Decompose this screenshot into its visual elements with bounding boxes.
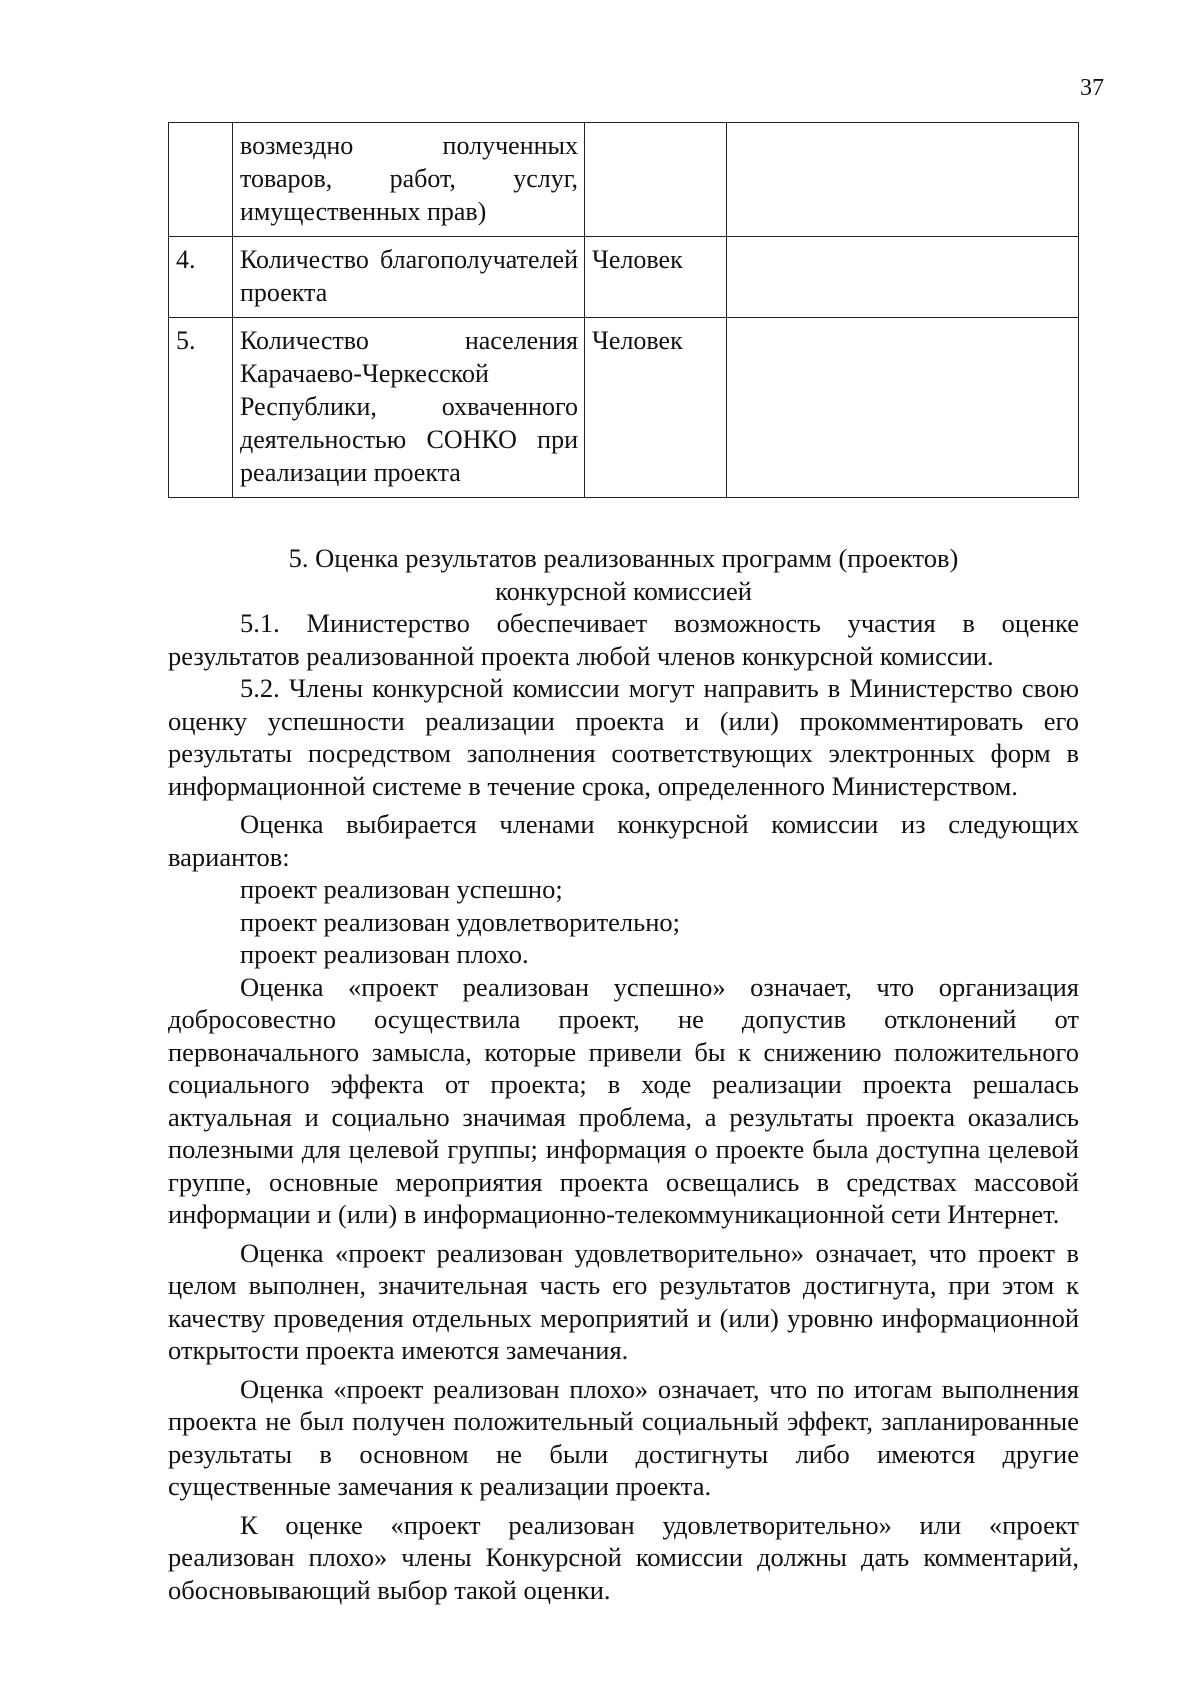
unit-cell: Человек bbox=[585, 237, 727, 318]
section-heading-continued: конкурсной комиссией bbox=[495, 575, 752, 606]
indicator-name: Количество населения Карачаево-Черкесской Республики, охваченного деятельностью СОНКО при реализации проекта bbox=[233, 318, 585, 498]
option-item: проект реализован удовлетворительно; bbox=[240, 906, 681, 937]
paragraph-comment: К оценке «проект реализован удовлетворительно» или «проект реализован плохо» члены Конкурсной комиссии должны дать комментарий, обосновывающий выбор такой оценки. bbox=[168, 1509, 1079, 1605]
value-cell bbox=[727, 318, 1079, 498]
row-number: 5. bbox=[169, 318, 233, 498]
paragraph-satisfactory: Оценка «проект реализован удовлетворительно» означает, что проект в целом выполнен, значительная часть его результатов достигнута, при этом к качеству проведения отдельных мероприятий и (или) уровню информационной открытости проекта имеются замечания. bbox=[168, 1237, 1079, 1365]
paragraph-success: Оценка «проект реализован успешно» означает, что организация добросовестно осуществила проект, не допустив отклонений от первоначального замысла, которые привели бы к снижению положительного социального эффекта от проекта; в ходе реализации проекта решалась актуальная и социально значимая проблема, а результаты проекта оказались полезными для целевой группы; информация о проекте была доступна целевой группе, основные мероприятия проекта освещались в средствах массовой информации и (или) в информационно-телекоммуникационной сети Интернет. bbox=[168, 971, 1079, 1229]
section-heading: 5. Оценка результатов реализованных программ (проектов) bbox=[288, 543, 959, 573]
table-row bbox=[169, 237, 1079, 318]
indicator-name: Количество благополучателей проекта bbox=[233, 237, 585, 318]
table-row bbox=[169, 318, 1079, 498]
row-number: 4. bbox=[169, 237, 233, 318]
table-row bbox=[169, 123, 1079, 237]
row-number bbox=[169, 123, 233, 237]
paragraph-choice: Оценка выбирается членами конкурсной комиссии из следующих вариантов: bbox=[168, 809, 1079, 872]
paragraph-5-2: 5.2. Члены конкурсной комиссии могут направить в Министерство свою оценку успешности реализации проекта и (или) прокомментировать его результаты посредством заполнения соответствующих электронных форм в информационной системе в течение срока, определенного Министерством. bbox=[168, 673, 1079, 801]
unit-cell: Человек bbox=[585, 318, 727, 498]
page-number: 37 bbox=[1080, 75, 1104, 101]
paragraph-poor: Оценка «проект реализован плохо» означает, что по итогам выполнения проекта не был получен положительный социальный эффект, запланированные результаты в основном не были достигнуты либо имеются другие существенные замечания к реализации проекта. bbox=[168, 1373, 1079, 1501]
option-item: проект реализован плохо. bbox=[240, 939, 529, 969]
indicators-table bbox=[168, 122, 1079, 498]
value-cell bbox=[727, 237, 1079, 318]
option-item: проект реализован успешно; bbox=[240, 874, 563, 904]
unit-cell bbox=[585, 123, 727, 237]
value-cell bbox=[727, 123, 1079, 237]
indicator-name: возмездно полученных товаров, работ, услуг, имущественных прав) bbox=[233, 123, 585, 237]
paragraph-5-1: 5.1. Министерство обеспечивает возможность участия в оценке результатов реализованной проекта любой членов конкурсной комиссии. bbox=[168, 608, 1079, 671]
section-body bbox=[168, 542, 1079, 1606]
